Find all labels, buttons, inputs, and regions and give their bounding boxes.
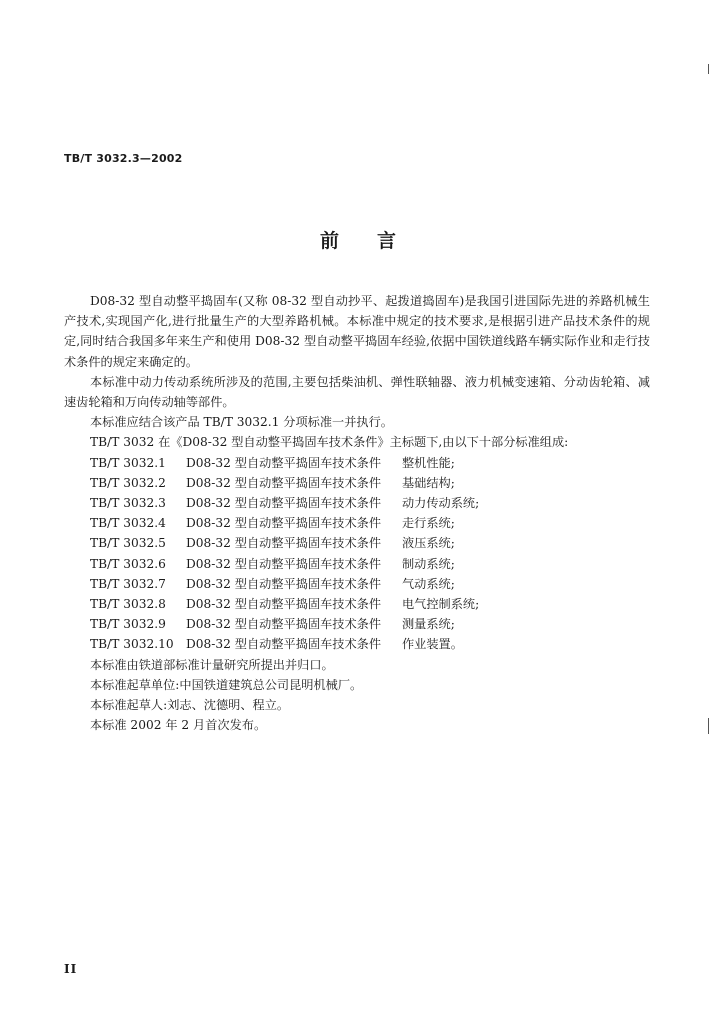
part-subject: 电气控制系统; [402,596,480,611]
part-code: TB/T 3032.2 [90,475,166,490]
paragraph-scope: 本标准中动力传动系统所涉及的范围,主要包括柴油机、弹性联轴器、液力机械变速箱、分动齿轮箱、减速齿轮箱和万向传动轴等部件。 [64,374,650,410]
part-name: D08-32 型自动整平捣固车技术条件 [186,516,382,531]
part-code: TB/T 3032.9 [90,617,166,632]
list-item [64,574,650,594]
part-name: D08-32 型自动整平捣固车技术条件 [186,637,382,652]
section-title: 前言 [319,230,434,252]
foreword-body [64,291,650,735]
part-name: D08-32 型自动整平捣固车技术条件 [186,475,382,490]
part-subject: 基础结构; [402,475,455,490]
part-name: D08-32 型自动整平捣固车技术条件 [186,455,382,470]
list-item [64,554,650,574]
part-subject: 制动系统; [402,556,455,571]
part-name: D08-32 型自动整平捣固车技术条件 [186,496,382,510]
part-code: TB/T 3032.7 [90,576,166,591]
part-name: D08-32 型自动整平捣固车技术条件 [186,617,382,632]
list-item [64,614,650,634]
paragraph-drafters: 本标准起草人:刘志、沈德明、程立。 [90,697,290,712]
part-code: TB/T 3032.5 [90,536,166,551]
part-name: D08-32 型自动整平捣固车技术条件 [186,536,382,551]
part-code: TB/T 3032.1 [90,455,166,470]
part-code: TB/T 3032.6 [90,556,166,571]
part-code: TB/T 3032.8 [90,596,166,611]
paragraph-release-date: 本标准 2002 年 2 月首次发布。 [90,718,267,733]
list-item [64,634,650,654]
paragraph-intro: D08-32 型自动整平捣固车(又称 08-32 型自动抄平、起拨道捣固车)是我国引进国际先进的养路机械生产技术,实现国产化,进行批量生产的大型养路机械。本标准中规定的技术要求,是根据引进产品技术条件的规定,同时结合我国多年来生产和使用 D08-32 型自动整平捣固车经验,依据中国铁道线路车辆实际作业和走行技术条件的规定来确定的。 [64,294,650,369]
part-name: D08-32 型自动整平捣固车技术条件 [186,576,382,591]
paragraph-related-standard: 本标准应结合该产品 TB/T 3032.1 分项标准一并执行。 [90,415,393,430]
part-subject: 动力传动系统; [402,496,480,510]
standard-code-header: TB/T 3032.3—2002 [64,152,183,165]
part-subject: 测量系统; [402,617,455,632]
paragraph-drafting-unit: 本标准起草单位:中国铁道建筑总公司昆明机械厂。 [90,677,363,692]
list-item [64,513,650,533]
part-name: D08-32 型自动整平捣固车技术条件 [186,596,382,611]
part-subject: 气动系统; [402,576,455,591]
part-code: TB/T 3032.3 [90,496,166,510]
part-subject: 走行系统; [402,516,455,531]
part-name: D08-32 型自动整平捣固车技术条件 [186,556,382,571]
parts-list [64,453,650,655]
paragraph-proposer: 本标准由铁道部标准计量研究所提出并归口。 [90,657,334,672]
list-item [64,594,650,614]
scan-margin-mark [708,718,709,734]
list-item [64,473,650,493]
part-subject: 作业装置。 [402,637,463,652]
part-code: TB/T 3032.10 [90,637,174,652]
list-item [64,533,650,553]
list-item [64,453,650,473]
page-number: II [64,962,78,976]
part-subject: 液压系统; [402,536,455,551]
paragraph-parts-intro: TB/T 3032 在《D08-32 型自动整平捣固车技术条件》主标题下,由以下十部分标准组成: [90,435,569,450]
list-item [64,493,650,513]
scan-margin-mark [708,64,709,74]
part-subject: 整机性能; [402,455,455,470]
part-code: TB/T 3032.4 [90,516,166,531]
